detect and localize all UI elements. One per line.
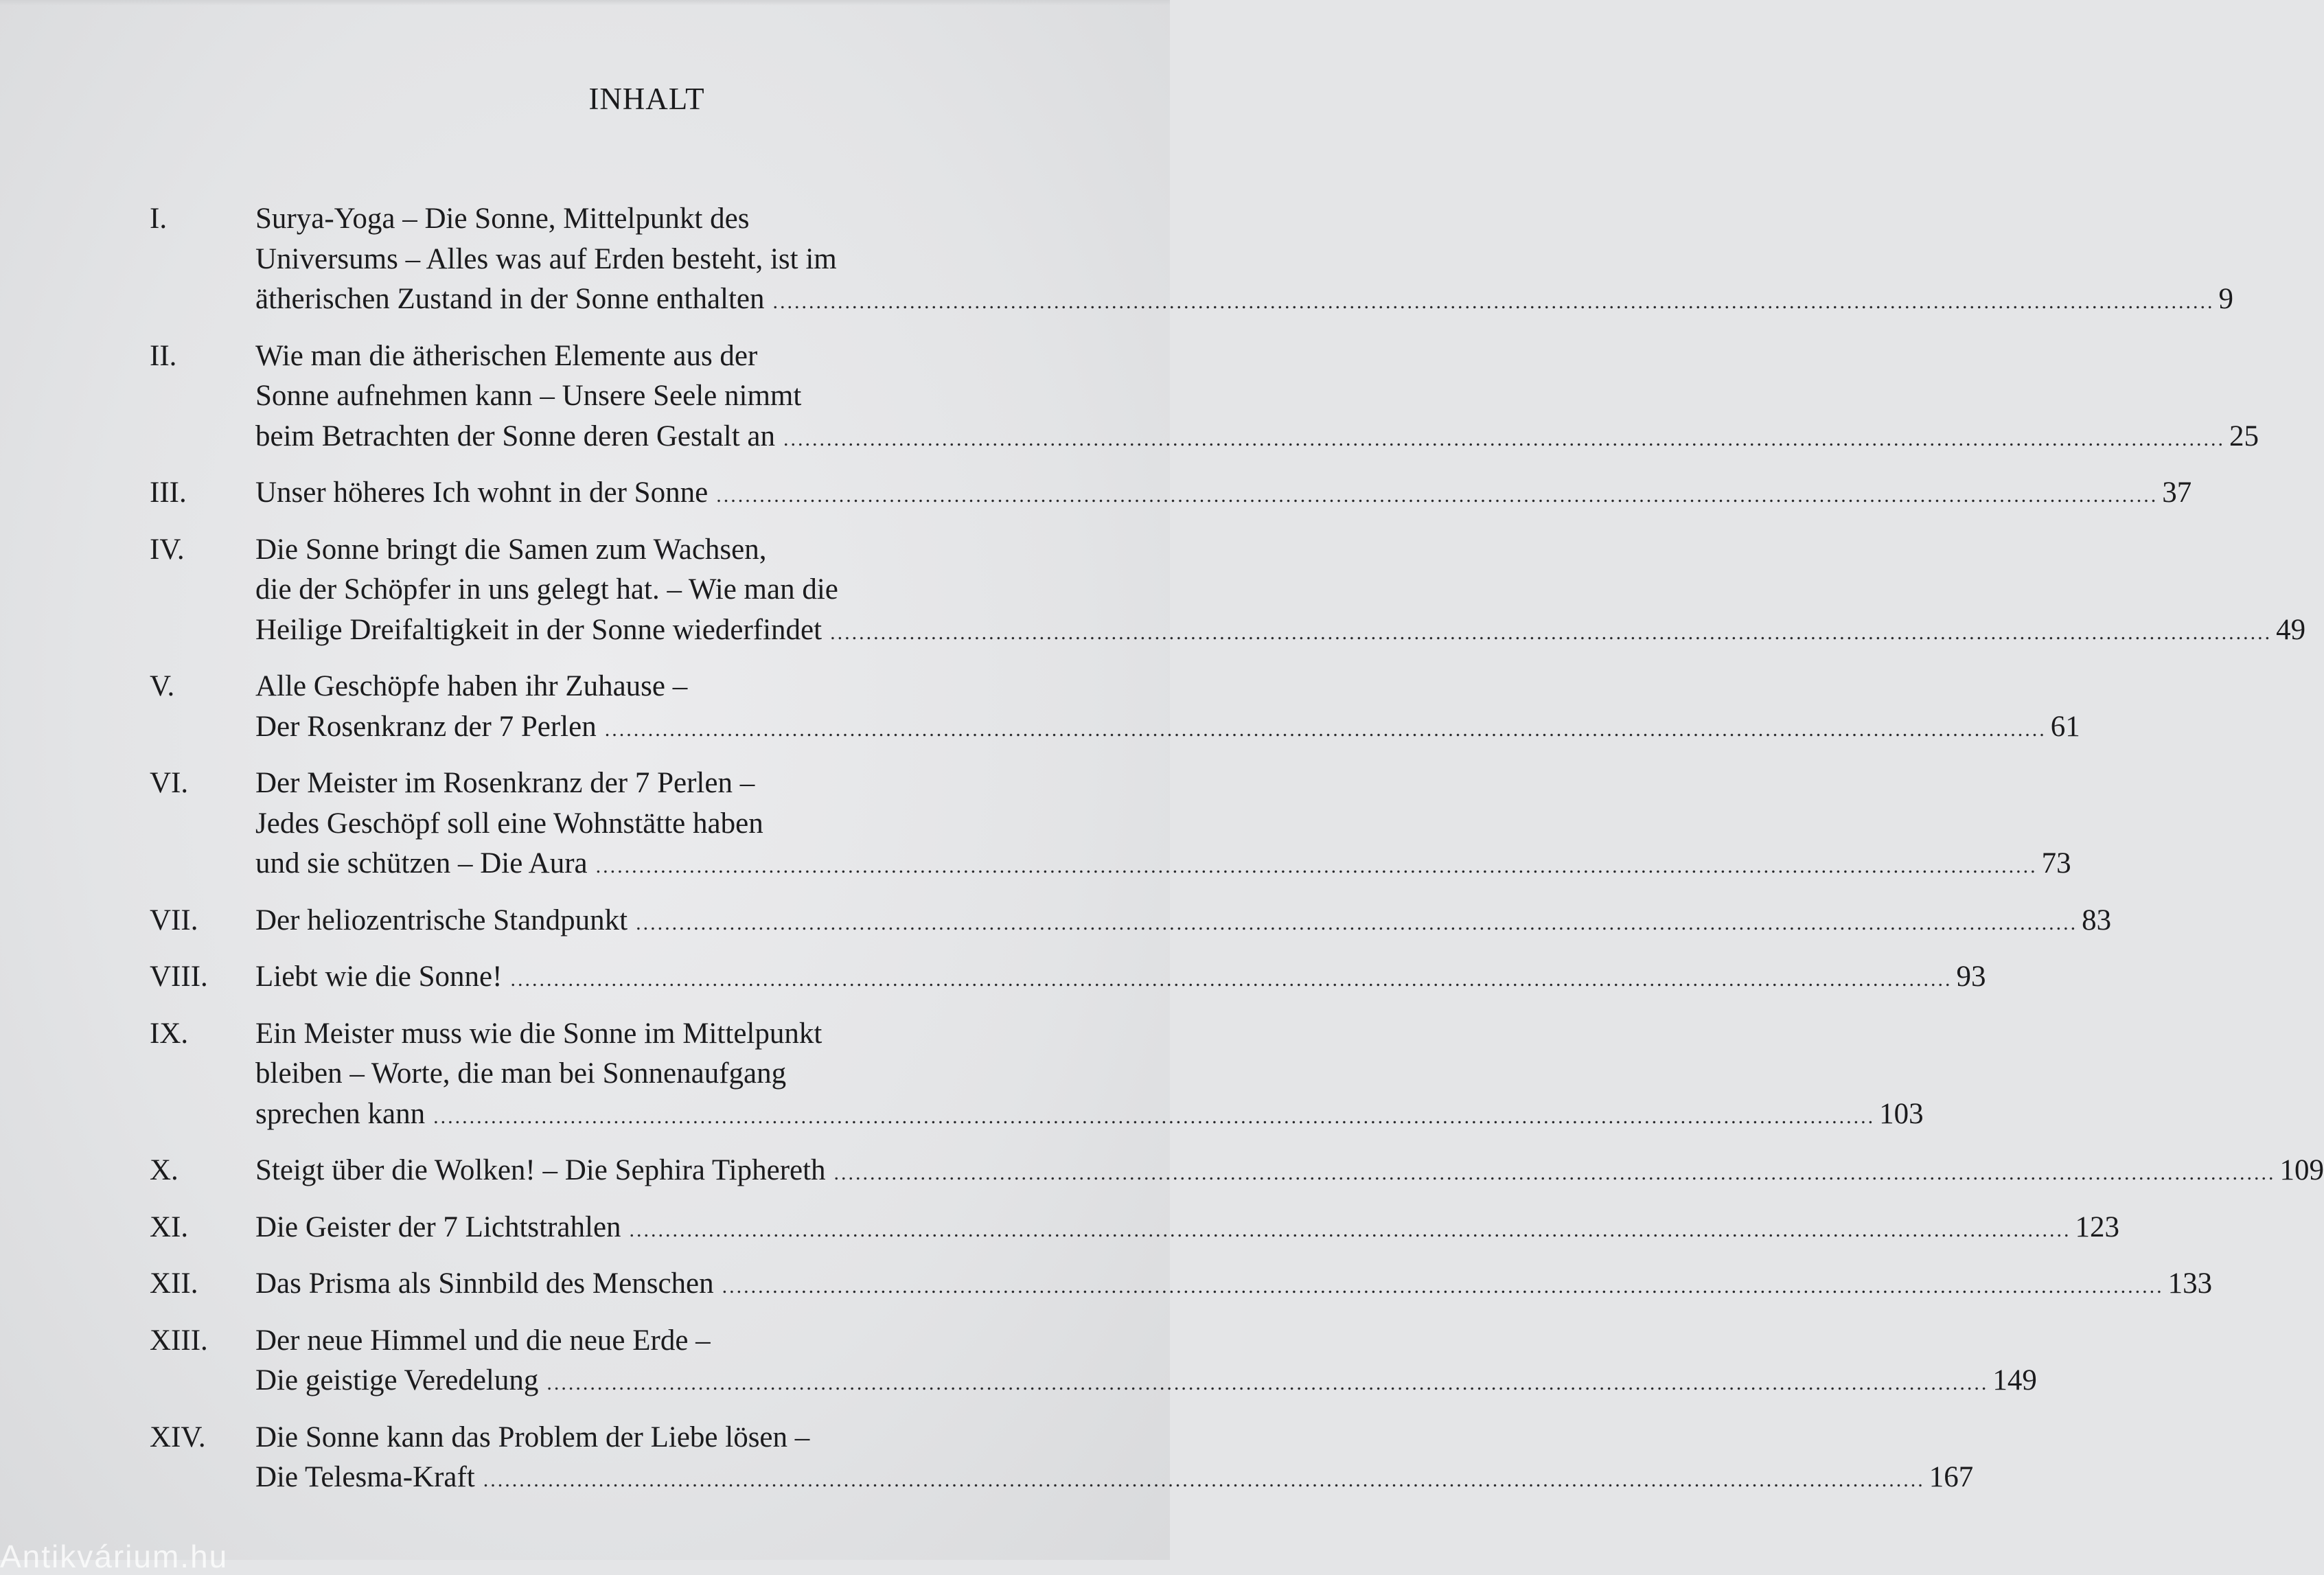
chapter-number: XIII. bbox=[150, 1324, 208, 1357]
chapter-title bbox=[255, 901, 2111, 944]
chapter-title bbox=[255, 336, 2259, 460]
table-of-contents bbox=[150, 199, 2324, 1515]
chapter-title bbox=[255, 473, 2191, 516]
toc-entry bbox=[150, 530, 2306, 654]
toc-entry bbox=[150, 473, 2192, 516]
chapter-number: IV. bbox=[150, 533, 185, 566]
page-number: 167 bbox=[1929, 1461, 1974, 1493]
chapter-title-line: Surya-Yoga – Die Sonne, Mittelpunkt des bbox=[255, 203, 750, 235]
dot-leader: ........................................................................................................................................................................................................ bbox=[629, 1218, 2071, 1241]
chapter-title-line: Steigt über die Wolken! – Die Sephira Tiphereth bbox=[255, 1154, 826, 1186]
page-number: 123 bbox=[2075, 1210, 2120, 1243]
chapter-number: X. bbox=[150, 1154, 179, 1186]
chapter-title-line: Wie man die ätherischen Elemente aus der bbox=[255, 339, 758, 372]
page-number: 109 bbox=[2279, 1154, 2324, 1186]
chapter-title bbox=[255, 199, 2233, 323]
chapter-title bbox=[255, 1418, 1973, 1501]
chapter-title bbox=[255, 530, 2305, 654]
chapter-title-line: Die Geister der 7 Lichtstrahlen bbox=[255, 1210, 621, 1243]
chapter-title-last-line bbox=[255, 1458, 1973, 1501]
page-number: 83 bbox=[2082, 904, 2112, 936]
toc-entry bbox=[150, 901, 2112, 944]
chapter-title-line: Heilige Dreifaltigkeit in der Sonne wiederfindet bbox=[255, 613, 822, 646]
chapter-title-last-line bbox=[255, 279, 2233, 323]
chapter-title-last-line bbox=[255, 957, 1986, 1000]
chapter-title-line: Die Telesma-Kraft bbox=[255, 1461, 475, 1493]
chapter-title-line: Der Meister im Rosenkranz der 7 Perlen – bbox=[255, 767, 755, 799]
dot-leader: ........................................................................................................................................................................................................ bbox=[716, 484, 2159, 507]
chapter-title-line: und sie schützen – Die Aura bbox=[255, 847, 588, 880]
page-number: 25 bbox=[2229, 419, 2259, 452]
chapter-number: II. bbox=[150, 339, 177, 372]
chapter-title-last-line bbox=[255, 473, 2191, 516]
chapter-title bbox=[255, 1014, 1924, 1138]
chapter-title-last-line bbox=[255, 1094, 1924, 1138]
chapter-title-line: Universums – Alles was auf Erden besteht, ist im bbox=[255, 242, 837, 275]
toc-entry bbox=[150, 1264, 2213, 1307]
chapter-title bbox=[255, 667, 2080, 750]
chapter-title-line: sprechen kann bbox=[255, 1097, 426, 1130]
chapter-title-line: Das Prisma als Sinnbild des Menschen bbox=[255, 1267, 714, 1300]
chapter-title-line: Der heliozentrische Standpunkt bbox=[255, 904, 628, 936]
chapter-title bbox=[255, 1321, 2037, 1404]
toc-entry bbox=[150, 957, 1986, 1000]
chapter-title-last-line bbox=[255, 1151, 2324, 1194]
chapter-title-line: Die Sonne bringt die Samen zum Wachsen, bbox=[255, 533, 767, 566]
chapter-title-last-line bbox=[255, 417, 2259, 460]
toc-entry bbox=[150, 1014, 1924, 1138]
chapter-title bbox=[255, 957, 1986, 1000]
chapter-title bbox=[255, 763, 2071, 887]
chapter-title-line: Jedes Geschöpf soll eine Wohnstätte haben bbox=[255, 807, 763, 840]
chapter-title-line: Unser höheres Ich wohnt in der Sonne bbox=[255, 476, 709, 509]
chapter-number: XII. bbox=[150, 1267, 198, 1300]
chapter-title bbox=[255, 1151, 2324, 1194]
chapter-number: IX. bbox=[150, 1017, 189, 1050]
chapter-number: VI. bbox=[150, 767, 189, 799]
chapter-title-line: Liebt wie die Sonne! bbox=[255, 961, 503, 993]
dot-leader: ........................................................................................................................................................................................................ bbox=[772, 290, 2215, 313]
chapter-title-line: die der Schöpfer in uns gelegt hat. – Wie man die bbox=[255, 573, 838, 606]
toc-entry bbox=[150, 667, 2080, 750]
toc-entry bbox=[150, 1208, 2120, 1251]
chapter-title-line: Der neue Himmel und die neue Erde – bbox=[255, 1324, 711, 1357]
chapter-number: VIII. bbox=[150, 961, 208, 993]
chapter-number: VII. bbox=[150, 904, 198, 936]
dot-leader: ........................................................................................................................................................................................................ bbox=[547, 1372, 1989, 1394]
page-number: 93 bbox=[1956, 961, 1986, 993]
chapter-number: I. bbox=[150, 203, 168, 235]
page-number: 73 bbox=[2041, 847, 2071, 880]
chapter-title-last-line bbox=[255, 1264, 2212, 1307]
page-edge-shadow bbox=[0, 0, 1170, 5]
page-number: 37 bbox=[2162, 476, 2192, 509]
chapter-number: V. bbox=[150, 670, 175, 702]
dot-leader: ........................................................................................................................................................................................................ bbox=[433, 1105, 1876, 1128]
chapter-title-line: Ein Meister muss wie die Sonne im Mittelpunkt bbox=[255, 1017, 822, 1050]
chapter-title-line: Die Sonne kann das Problem der Liebe lösen – bbox=[255, 1421, 810, 1453]
dot-leader: ........................................................................................................................................................................................................ bbox=[483, 1469, 1925, 1491]
chapter-title-line: ätherischen Zustand in der Sonne enthalten bbox=[255, 283, 765, 315]
chapter-number: III. bbox=[150, 476, 187, 509]
chapter-title bbox=[255, 1208, 2119, 1251]
page-number: 133 bbox=[2167, 1267, 2213, 1300]
chapter-title-line: Die geistige Veredelung bbox=[255, 1364, 539, 1396]
toc-entry bbox=[150, 199, 2234, 323]
chapter-number: XI. bbox=[150, 1210, 189, 1243]
chapter-title-last-line bbox=[255, 901, 2111, 944]
chapter-title-line: Der Rosenkranz der 7 Perlen bbox=[255, 710, 597, 743]
chapter-title-line: bleiben – Worte, die man bei Sonnenaufgang bbox=[255, 1057, 787, 1090]
chapter-title-last-line bbox=[255, 1361, 2037, 1404]
page-title: INHALT bbox=[588, 82, 705, 116]
page-number: 103 bbox=[1879, 1097, 1924, 1130]
page-number: 61 bbox=[2050, 710, 2080, 743]
dot-leader: ........................................................................................................................................................................................................ bbox=[636, 911, 2078, 934]
page-number: 149 bbox=[1992, 1364, 2037, 1396]
chapter-title-line: Sonne aufnehmen kann – Unsere Seele nimmt bbox=[255, 380, 802, 412]
chapter-title bbox=[255, 1264, 2212, 1307]
chapter-title-line: beim Betrachten der Sonne deren Gestalt an bbox=[255, 419, 775, 452]
chapter-title-line: Alle Geschöpfe haben ihr Zuhause – bbox=[255, 670, 688, 702]
dot-leader: ........................................................................................................................................................................................................ bbox=[604, 717, 2047, 741]
dot-leader: ........................................................................................................................................................................................................ bbox=[783, 427, 2225, 450]
dot-leader: ........................................................................................................................................................................................................ bbox=[833, 1162, 2276, 1184]
chapter-title-last-line bbox=[255, 1208, 2119, 1251]
page-number: 9 bbox=[2218, 283, 2234, 315]
chapter-number: XIV. bbox=[150, 1421, 206, 1453]
chapter-title-last-line bbox=[255, 610, 2305, 654]
dot-leader: ........................................................................................................................................................................................................ bbox=[510, 968, 1953, 991]
dot-leader: ........................................................................................................................................................................................................ bbox=[722, 1275, 2164, 1298]
page-number: 49 bbox=[2276, 613, 2306, 646]
chapter-title-last-line bbox=[255, 707, 2080, 750]
toc-entry bbox=[150, 336, 2259, 460]
dot-leader: ........................................................................................................................................................................................................ bbox=[830, 621, 2273, 644]
dot-leader: ........................................................................................................................................................................................................ bbox=[595, 855, 2038, 877]
toc-entry bbox=[150, 763, 2071, 887]
chapter-title-last-line bbox=[255, 844, 2071, 887]
toc-entry bbox=[150, 1418, 1974, 1501]
watermark-text: Antikvárium.hu bbox=[0, 1539, 229, 1574]
toc-entry bbox=[150, 1151, 2324, 1194]
toc-entry bbox=[150, 1321, 2037, 1404]
